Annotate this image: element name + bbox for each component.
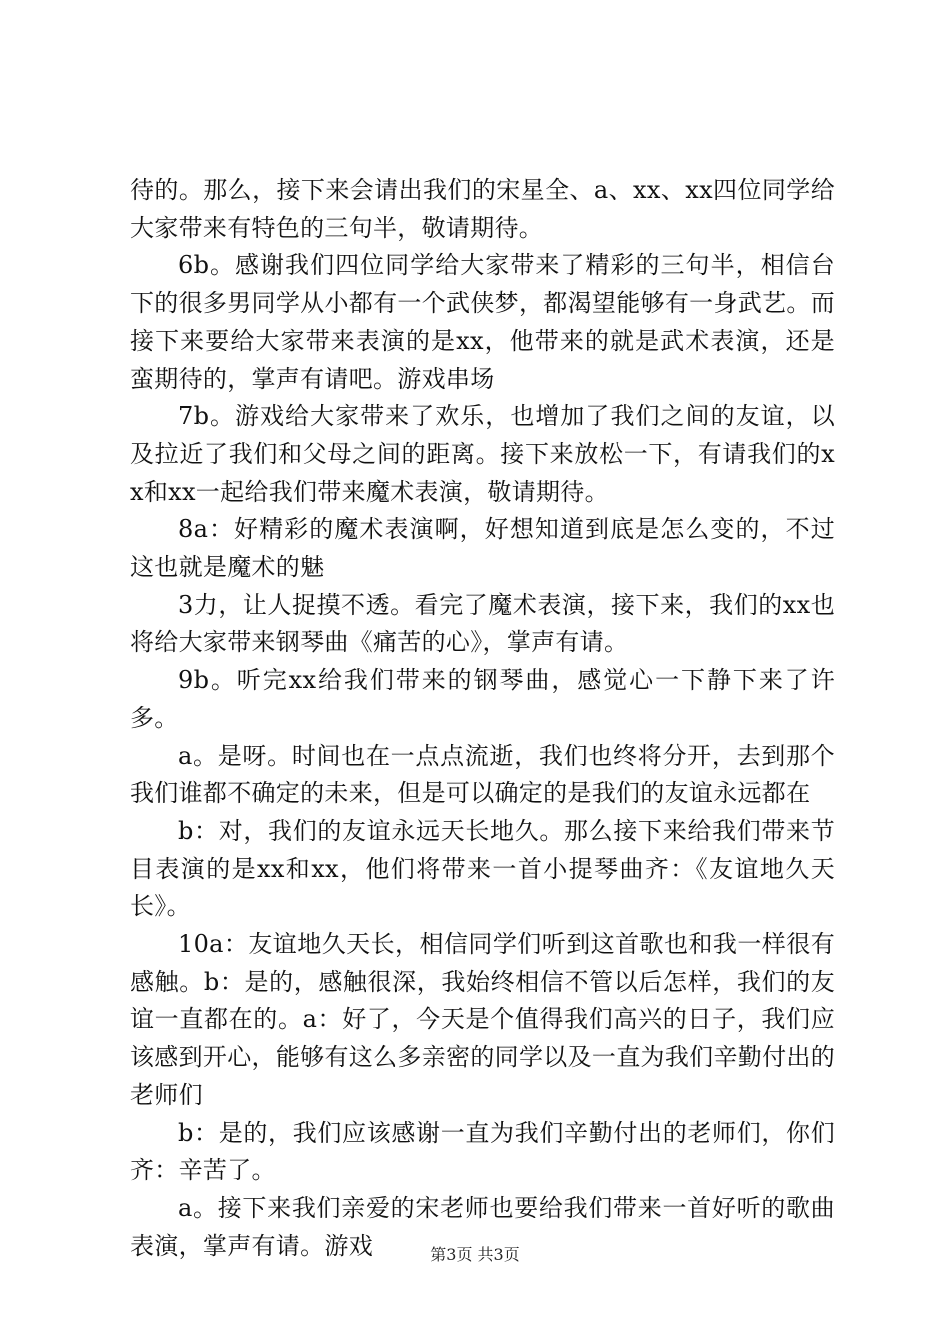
document-body bbox=[130, 172, 835, 1265]
paragraph-8: b：对，我们的友谊永远天长地久。那么接下来给我们带来节目表演的是xx和xx，他们将带来一首小提琴曲齐：《友谊地久天长》。 bbox=[130, 816, 835, 921]
paragraph-4: 8a：好精彩的魔术表演啊，好想知道到底是怎么变的，不过这也就是魔术的魅 bbox=[130, 515, 835, 582]
paragraph-7: a。是呀。时间也在一点点流逝，我们也终将分开，去到那个我们谁都不确定的未来，但是可以确定的是我们的友谊永远都在 bbox=[130, 741, 835, 808]
paragraph-9: 10a：友谊地久天长，相信同学们听到这首歌也和我一样很有感触。b：是的，感触很深，我始终相信不管以后怎样，我们的友谊一直都在的。a：好了，今天是个值得我们高兴的日子，我们应该感到开心，能够有这么多亲密的同学以及一直为我们辛勤付出的老师们 bbox=[130, 930, 835, 1109]
paragraph-11: a。接下来我们亲爱的宋老师也要给我们带来一首好听的歌曲表演，掌声有请。游戏 bbox=[130, 1193, 835, 1260]
paragraph-6: 9b。听完xx给我们带来的钢琴曲，感觉心一下静下来了许多。 bbox=[130, 666, 835, 732]
paragraph-2: 6b。感谢我们四位同学给大家带来了精彩的三句半，相信台下的很多男同学从小都有一个武侠梦，都渴望能够有一身武艺。而接下来要给大家带来表演的是xx，他带来的就是武术表演，还是蛮期待的，掌声有请吧。游戏串场 bbox=[130, 251, 835, 393]
page-number-footer: 第3页 共3页 bbox=[430, 1245, 520, 1264]
paragraph-10: b：是的，我们应该感谢一直为我们辛勤付出的老师们，你们齐：辛苦了。 bbox=[130, 1118, 835, 1185]
paragraph-1: 待的。那么，接下来会请出我们的宋星全、a、xx、xx四位同学给大家带来有特色的三句半，敬请期待。 bbox=[130, 176, 835, 242]
paragraph-3: 7b。游戏给大家带来了欢乐，也增加了我们之间的友谊，以及拉近了我们和父母之间的距离。接下来放松一下，有请我们的xx和xx一起给我们带来魔术表演，敬请期待。 bbox=[130, 402, 835, 506]
paragraph-5: 3力，让人捉摸不透。看完了魔术表演，接下来，我们的xx也将给大家带来钢琴曲《痛苦的心》，掌声有请。 bbox=[130, 590, 835, 657]
